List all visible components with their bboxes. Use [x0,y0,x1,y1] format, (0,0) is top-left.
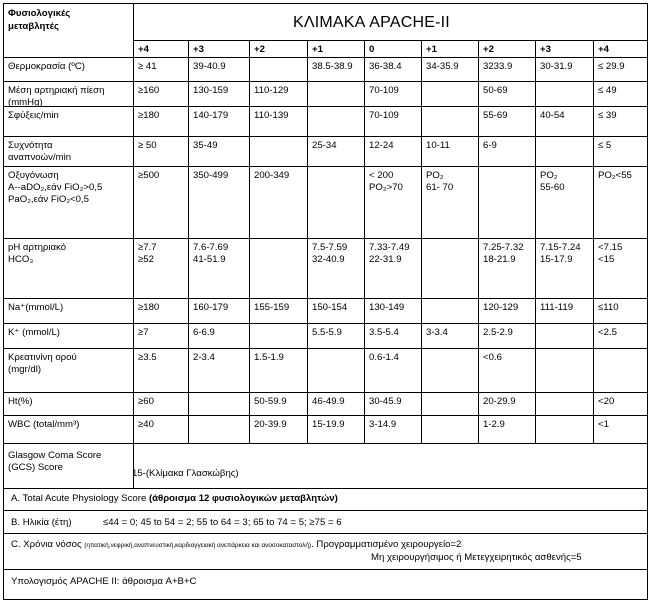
score-cell: 110-129 [254,85,289,96]
score-cell: 130-149 [369,302,405,313]
score-cell: <0.6 [483,352,502,363]
row-label: Na⁺(mmol/L) [8,302,64,313]
score-cell: 130-159 [193,85,229,96]
score-cell: 12-24 [369,140,394,151]
score-cell: 30-45.9 [369,396,402,407]
score-cell: ≥7 [138,327,149,338]
score-cell: <2.5 [598,327,617,338]
row-label: Α--aDO₂,εάν FiO₂>0,5 [8,182,103,193]
row-label: PaO₂,εάν FiO₂<0,5 [8,194,89,205]
score-cell: 110-139 [254,110,289,121]
score-cell: PO₂>70 [369,182,403,193]
score-cell: 15-19.9 [312,419,345,430]
score-header: +4 [138,44,149,55]
row-label: Θερμοκρασία (ºC) [8,61,85,72]
score-cell: 7.25-7.32 [483,242,524,253]
row-label: Κρεατινίνη ορού [8,352,77,363]
grid-line [3,298,648,299]
score-cell: PO₂ [426,170,444,181]
score-cell: 3233.9 [483,61,513,72]
gcs-label-line2: (GCS) Score [8,462,63,473]
gcs-label-line1: Glasgow Coma Score [8,450,102,461]
score-cell: ≥ 50 [138,140,157,151]
grid-line [593,40,594,443]
score-cell: 35-49 [193,140,218,151]
row-label: K⁺ (mmol/L) [8,327,60,338]
score-cell: 20-29.9 [483,396,516,407]
grid-line [3,569,648,570]
grid-line [421,40,422,443]
score-cell: ≥160 [138,85,160,96]
param-header-line1: Φυσιολογικές [8,8,71,19]
score-cell: 7.15-7.24 [540,242,581,253]
row-label: pH αρτηριακό [8,242,67,253]
score-cell: 350-499 [193,170,229,181]
score-cell: ≤ 49 [598,85,617,96]
score-cell: 46-49.9 [312,396,345,407]
section-a-text: A. Total Acute Physiology Score [11,493,149,504]
score-cell: ≥60 [138,396,154,407]
score-header: 0 [369,44,375,55]
apache-total-formula: Υπολογισμός APACHE II: άθροισμα A+B+C [11,576,197,587]
section-b-age-scores: ≤44 = 0; 45 to 54 = 2; 55 to 64 = 3; 65 to 74 = 5; ≥75 = 6 [103,517,342,528]
grid-line [3,599,648,600]
score-header: +3 [193,44,204,55]
grid-line [3,81,648,82]
score-cell: 3-3.4 [426,327,448,338]
score-header: +2 [254,44,265,55]
section-a [11,493,338,504]
score-cell: 55-69 [483,110,508,121]
score-cell: 1-2.9 [483,419,505,430]
score-cell: 200-349 [254,170,290,181]
score-cell: 3-14.9 [369,419,397,430]
grid-line [3,106,648,107]
grid-line [3,533,648,534]
score-cell: 15-17.9 [540,254,573,265]
row-label: HCO₃ [8,254,34,265]
grid-line [3,136,648,137]
score-cell: ≥180 [138,110,160,121]
score-cell: 70-109 [369,85,399,96]
row-label: αναπνοών/min [8,152,72,163]
score-cell: < 200 [369,170,394,181]
score-cell: 120-129 [483,302,519,313]
score-cell: 7.33-7.49 [369,242,410,253]
grid-line [478,40,479,443]
score-cell: 150-154 [312,302,348,313]
score-header: +4 [598,44,609,55]
score-cell: ≥3.5 [138,352,157,363]
grid-line [133,3,134,488]
grid-line [133,40,648,41]
score-header: +3 [540,44,551,55]
grid-line [535,40,536,443]
score-cell: 50-69 [483,85,508,96]
score-cell: ≥52 [138,254,154,265]
grid-line [3,238,648,239]
section-a-bold: (άθροισμα 12 φυσιολογικών μεταβλητών) [148,493,338,504]
score-cell: 34-35.9 [426,61,459,72]
grid-line [3,323,648,324]
row-label: Οξυγόνωση [8,170,59,181]
row-label: Σφύξεις/min [8,110,59,121]
score-cell: 155-159 [254,302,290,313]
score-cell: 140-179 [193,110,229,121]
score-cell: ≥40 [138,419,154,430]
score-cell: <7.15 [598,242,623,253]
page-title: ΚΛΙΜΑΚΑ APACHE-ΙΙ [293,14,450,31]
row-label: Μέση αρτηριακή πίεση [8,85,105,96]
score-cell: ≤110 [598,302,619,313]
score-cell: 2.5-2.9 [483,327,513,338]
section-c-label: C. Χρόνια νόσος [11,539,82,550]
score-cell: 70-109 [369,110,399,121]
grid-line [3,510,648,511]
score-cell: 50-59.9 [254,396,287,407]
score-cell: 7.6-7.69 [193,242,229,253]
score-cell: 38.5-38.9 [312,61,353,72]
score-cell: 6-9 [483,140,497,151]
score-cell: <15 [598,254,615,265]
score-cell: 7.5-7.59 [312,242,348,253]
score-cell: 36-38.4 [369,61,402,72]
score-cell: 0.6-1.4 [369,352,399,363]
score-cell: 61- 70 [426,182,454,193]
score-cell: 1.5-1.9 [254,352,284,363]
score-cell: PO₂<55 [598,170,632,181]
score-cell: ≥500 [138,170,160,181]
score-cell: 32-40.9 [312,254,345,265]
section-c [11,539,461,551]
score-cell: 40-54 [540,110,565,121]
score-cell: 22-31.9 [369,254,402,265]
grid-line [3,57,648,58]
score-cell: 6-6.9 [193,327,215,338]
score-cell: 2-3.4 [193,352,215,363]
row-label: Ht(%) [8,396,33,407]
score-cell: PO₂ [540,170,558,181]
grid-line [3,488,648,489]
score-cell: 41-51.9 [193,254,226,265]
row-label: (mgr/dl) [8,364,42,375]
score-cell: 55-60 [540,182,565,193]
score-header: +2 [483,44,494,55]
score-cell: 20-39.9 [254,419,287,430]
grid-line [3,392,648,393]
section-b-label: Β. Ηλικία (έτη) [11,517,72,528]
grid-line [3,348,648,349]
grid-line [307,40,308,443]
score-cell: 160-179 [193,302,229,313]
section-c-small: (ηπατική,νεφρική,αναπνευστική,καρδιαγγειακή ανεπάρκεια και ανοσοκαταστολή) [84,542,312,549]
score-cell: ≥7.7 [138,242,157,253]
grid-line [249,40,250,443]
grid-line [3,166,648,167]
gcs-value: 15-(Κλίμακα Γλασκώβης) [132,468,239,479]
score-cell: <20 [598,396,615,407]
score-cell: ≤ 29.9 [598,61,625,72]
score-header: +1 [426,44,437,55]
score-cell: 18-21.9 [483,254,516,265]
grid-line [364,40,365,443]
score-cell: 30-31.9 [540,61,573,72]
row-label: Συχνότητα [8,140,53,151]
score-cell: ≥180 [138,302,160,313]
grid-line [3,443,648,444]
section-c-line2: Μη χειρουργήσιμος ή Μετεγχειρητικός ασθενής=5 [371,552,582,563]
score-header: +1 [312,44,323,55]
row-label: (mmHg) [8,97,43,108]
score-cell: 39-40.9 [193,61,226,72]
param-header-line2: μεταβλητές [8,21,59,32]
score-cell: 3.5-5.4 [369,327,399,338]
score-cell: ≤ 5 [598,140,612,151]
score-cell: 111-119 [540,302,574,313]
score-cell: 10-11 [426,140,450,151]
grid-line [3,415,648,416]
section-c-line1: . Προγραμματισμένο χειρουργείο=2 [311,539,462,550]
score-cell: 5.5-5.9 [312,327,342,338]
score-cell: ≥ 41 [138,61,157,72]
score-cell: ≤ 39 [598,110,617,121]
apache-ii-table [3,3,648,600]
score-cell: 25-34 [312,140,337,151]
grid-line [3,3,648,4]
row-label: WBC (total/mm³) [8,419,80,430]
grid-line [188,40,189,443]
score-cell: <1 [598,419,609,430]
